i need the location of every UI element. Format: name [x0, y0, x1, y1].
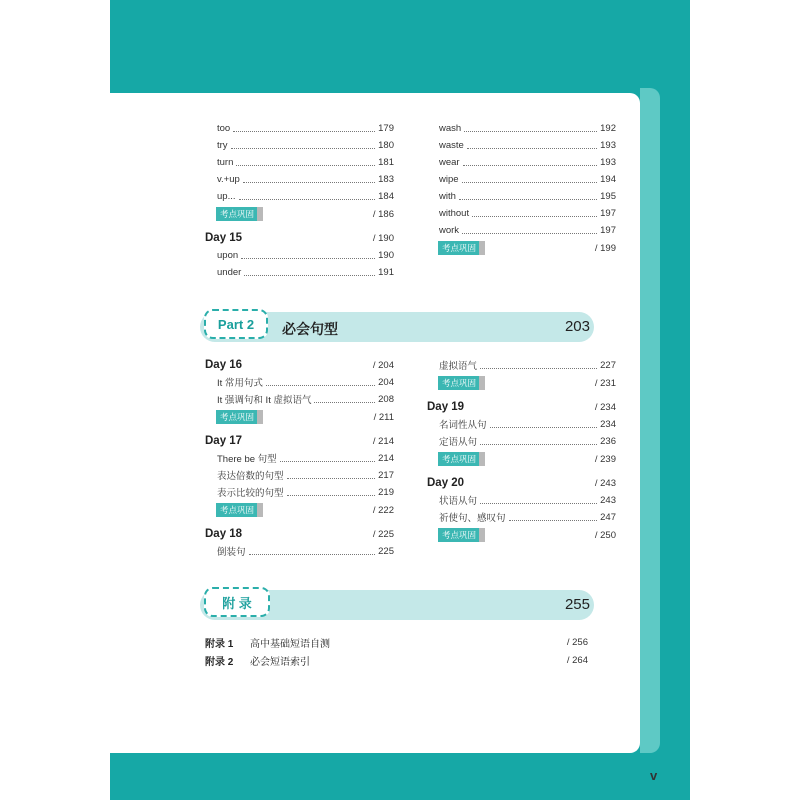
entry-label: wear: [439, 156, 460, 168]
review-badge: 考点巩固: [438, 452, 485, 466]
review-page: / 239: [594, 453, 616, 465]
review-page: / 199: [594, 242, 616, 254]
review-badge: 考点巩固: [438, 241, 485, 255]
appendix-banner: [200, 590, 594, 620]
toc-entry[interactable]: [439, 205, 616, 221]
review-badge: 考点巩固: [216, 503, 263, 517]
entry-page: 236: [600, 435, 616, 447]
review-page: / 222: [372, 504, 394, 516]
entry-page: 193: [600, 139, 616, 151]
entry-page: 197: [600, 207, 616, 219]
review-page: / 186: [372, 208, 394, 220]
appendix-name: 必会短语索引: [250, 656, 310, 668]
entry-label: 定语从句: [439, 437, 478, 448]
appendix-label: 附录 1: [205, 638, 234, 650]
dot-leader: [239, 193, 376, 200]
entry-label: wipe: [439, 173, 459, 185]
day-page: / 234: [594, 401, 616, 413]
review-badge: 考点巩固: [216, 410, 263, 424]
day-page: / 204: [372, 359, 394, 371]
entry-label: under: [217, 266, 242, 278]
dot-leader: [462, 176, 598, 183]
page-number: v: [650, 768, 658, 783]
toc-entry[interactable]: [439, 509, 616, 525]
dot-leader: [467, 142, 597, 149]
day-label: Day 18: [205, 528, 243, 540]
entry-page: 219: [378, 486, 394, 498]
dot-leader: [287, 472, 376, 479]
entry-page: 214: [378, 452, 394, 464]
entry-label: It 常用句式: [217, 378, 263, 389]
toc-entry[interactable]: [217, 137, 394, 153]
appendix-page: 255: [564, 596, 590, 613]
toc-entry[interactable]: [439, 222, 616, 238]
dot-leader: [464, 125, 597, 132]
dot-leader: [236, 159, 375, 166]
entry-page: 179: [378, 122, 394, 134]
toc-entry[interactable]: [439, 154, 616, 170]
dot-leader: [287, 489, 376, 496]
entry-label: upon: [217, 249, 239, 261]
toc-entry[interactable]: [217, 188, 394, 204]
appendix-label: 附录 2: [205, 656, 234, 668]
entry-label: too: [217, 122, 231, 134]
dot-leader: [480, 497, 597, 504]
review-entry[interactable]: [438, 241, 616, 255]
toc-entry[interactable]: [217, 247, 394, 263]
review-entry[interactable]: [216, 207, 394, 221]
page-edge: [640, 88, 660, 753]
entry-label: up...: [217, 190, 236, 202]
review-badge: 考点巩固: [438, 376, 485, 390]
entry-label: with: [439, 190, 456, 202]
review-page: / 211: [373, 411, 394, 423]
dot-leader: [314, 396, 375, 403]
dot-leader: [233, 125, 375, 132]
appendix-tag: 附 录: [204, 587, 270, 617]
toc-entry[interactable]: [217, 374, 394, 390]
day-label: Day 15: [205, 232, 243, 244]
dot-leader: [266, 379, 375, 386]
toc-entry[interactable]: [217, 264, 394, 280]
dot-leader: [280, 455, 375, 462]
entry-page: 208: [378, 393, 394, 405]
day-label: Day 17: [205, 435, 243, 447]
entry-page: 227: [600, 359, 616, 371]
review-entry[interactable]: [438, 376, 616, 390]
dot-leader: [509, 514, 598, 521]
day-page: / 214: [372, 435, 394, 447]
day-label: Day 16: [205, 359, 243, 371]
appendix-page-ref: / 256: [566, 636, 588, 648]
toc-entry[interactable]: [217, 543, 394, 559]
review-entry[interactable]: [216, 503, 394, 517]
review-badge: 考点巩固: [438, 528, 485, 542]
entry-label: 表达倍数的句型: [217, 471, 284, 482]
appendix-entry[interactable]: [205, 652, 588, 668]
dot-leader: [462, 227, 597, 234]
entry-page: 193: [600, 156, 616, 168]
entry-page: 243: [600, 494, 616, 506]
toc-entry[interactable]: [217, 484, 394, 500]
entry-label: try: [217, 139, 228, 151]
entry-page: 183: [378, 173, 394, 185]
day-heading[interactable]: [427, 475, 616, 491]
dot-leader: [249, 548, 376, 555]
toc-entry[interactable]: [217, 467, 394, 483]
dot-leader: [463, 159, 598, 166]
day-label: Day 20: [427, 477, 465, 489]
entry-label: 虚拟语气: [439, 361, 478, 372]
entry-label: without: [439, 207, 470, 219]
toc-entry[interactable]: [439, 188, 616, 204]
toc-entry[interactable]: [439, 137, 616, 153]
day-page: / 225: [372, 528, 394, 540]
part2-banner: [200, 312, 594, 342]
entry-page: 191: [378, 266, 394, 278]
part2-page: 203: [564, 318, 590, 335]
day-page: / 190: [372, 232, 394, 244]
entry-page: 247: [600, 511, 616, 523]
entry-label: 祈使句、感叹句: [439, 513, 506, 524]
review-entry[interactable]: [216, 410, 394, 424]
day-heading[interactable]: [205, 230, 394, 246]
entry-page: 204: [378, 376, 394, 388]
entry-label: wash: [439, 122, 462, 134]
entry-label: 名词性从句: [439, 420, 487, 431]
entry-label: 倒装句: [217, 547, 246, 558]
toc-entry[interactable]: [439, 492, 616, 508]
dot-leader: [480, 438, 597, 445]
toc-entry[interactable]: [439, 171, 616, 187]
entry-label: 状语从句: [439, 496, 478, 507]
toc-entry[interactable]: [217, 120, 394, 136]
entry-label: There be 句型: [217, 454, 277, 465]
entry-label: work: [439, 224, 460, 236]
dot-leader: [241, 252, 375, 259]
review-entry[interactable]: [438, 528, 616, 542]
dot-leader: [459, 193, 597, 200]
appendix-name: 高中基础短语自测: [250, 638, 330, 650]
appendix-entry[interactable]: [205, 634, 588, 650]
entry-page: 234: [600, 418, 616, 430]
toc-entry[interactable]: [439, 416, 616, 432]
entry-label: v.+up: [217, 173, 240, 185]
part2-title: 必会句型: [282, 321, 338, 337]
entry-page: 181: [378, 156, 394, 168]
dot-leader: [244, 269, 375, 276]
review-badge: 考点巩固: [216, 207, 263, 221]
toc-entry[interactable]: [217, 154, 394, 170]
toc-entry[interactable]: [217, 450, 394, 466]
entry-page: 225: [378, 545, 394, 557]
dot-leader: [480, 362, 597, 369]
entry-page: 194: [600, 173, 616, 185]
review-page: / 250: [594, 529, 616, 541]
toc-entry[interactable]: [439, 433, 616, 449]
dot-leader: [490, 421, 598, 428]
day-label: Day 19: [427, 401, 465, 413]
entry-page: 197: [600, 224, 616, 236]
day-heading[interactable]: [205, 526, 394, 542]
day-heading[interactable]: [205, 357, 394, 373]
entry-page: 217: [378, 469, 394, 481]
dot-leader: [243, 176, 375, 183]
entry-label: 表示比较的句型: [217, 488, 284, 499]
review-page: / 231: [594, 377, 616, 389]
part2-tag: Part 2: [204, 309, 268, 339]
entry-label: turn: [217, 156, 234, 168]
review-entry[interactable]: [438, 452, 616, 466]
entry-page: 192: [600, 122, 616, 134]
entry-page: 190: [378, 249, 394, 261]
toc-entry[interactable]: [217, 171, 394, 187]
day-heading[interactable]: [205, 433, 394, 449]
dot-leader: [231, 142, 376, 149]
dot-leader: [472, 210, 597, 217]
entry-label: waste: [439, 139, 464, 151]
day-page: / 243: [594, 477, 616, 489]
toc-entry[interactable]: [439, 357, 616, 373]
toc-entry[interactable]: [217, 391, 394, 407]
day-heading[interactable]: [427, 399, 616, 415]
entry-label: It 强调句和 It 虚拟语气: [217, 395, 312, 406]
entry-page: 184: [378, 190, 394, 202]
toc-entry[interactable]: [439, 120, 616, 136]
entry-page: 180: [378, 139, 394, 151]
entry-page: 195: [600, 190, 616, 202]
appendix-page-ref: / 264: [566, 654, 588, 666]
